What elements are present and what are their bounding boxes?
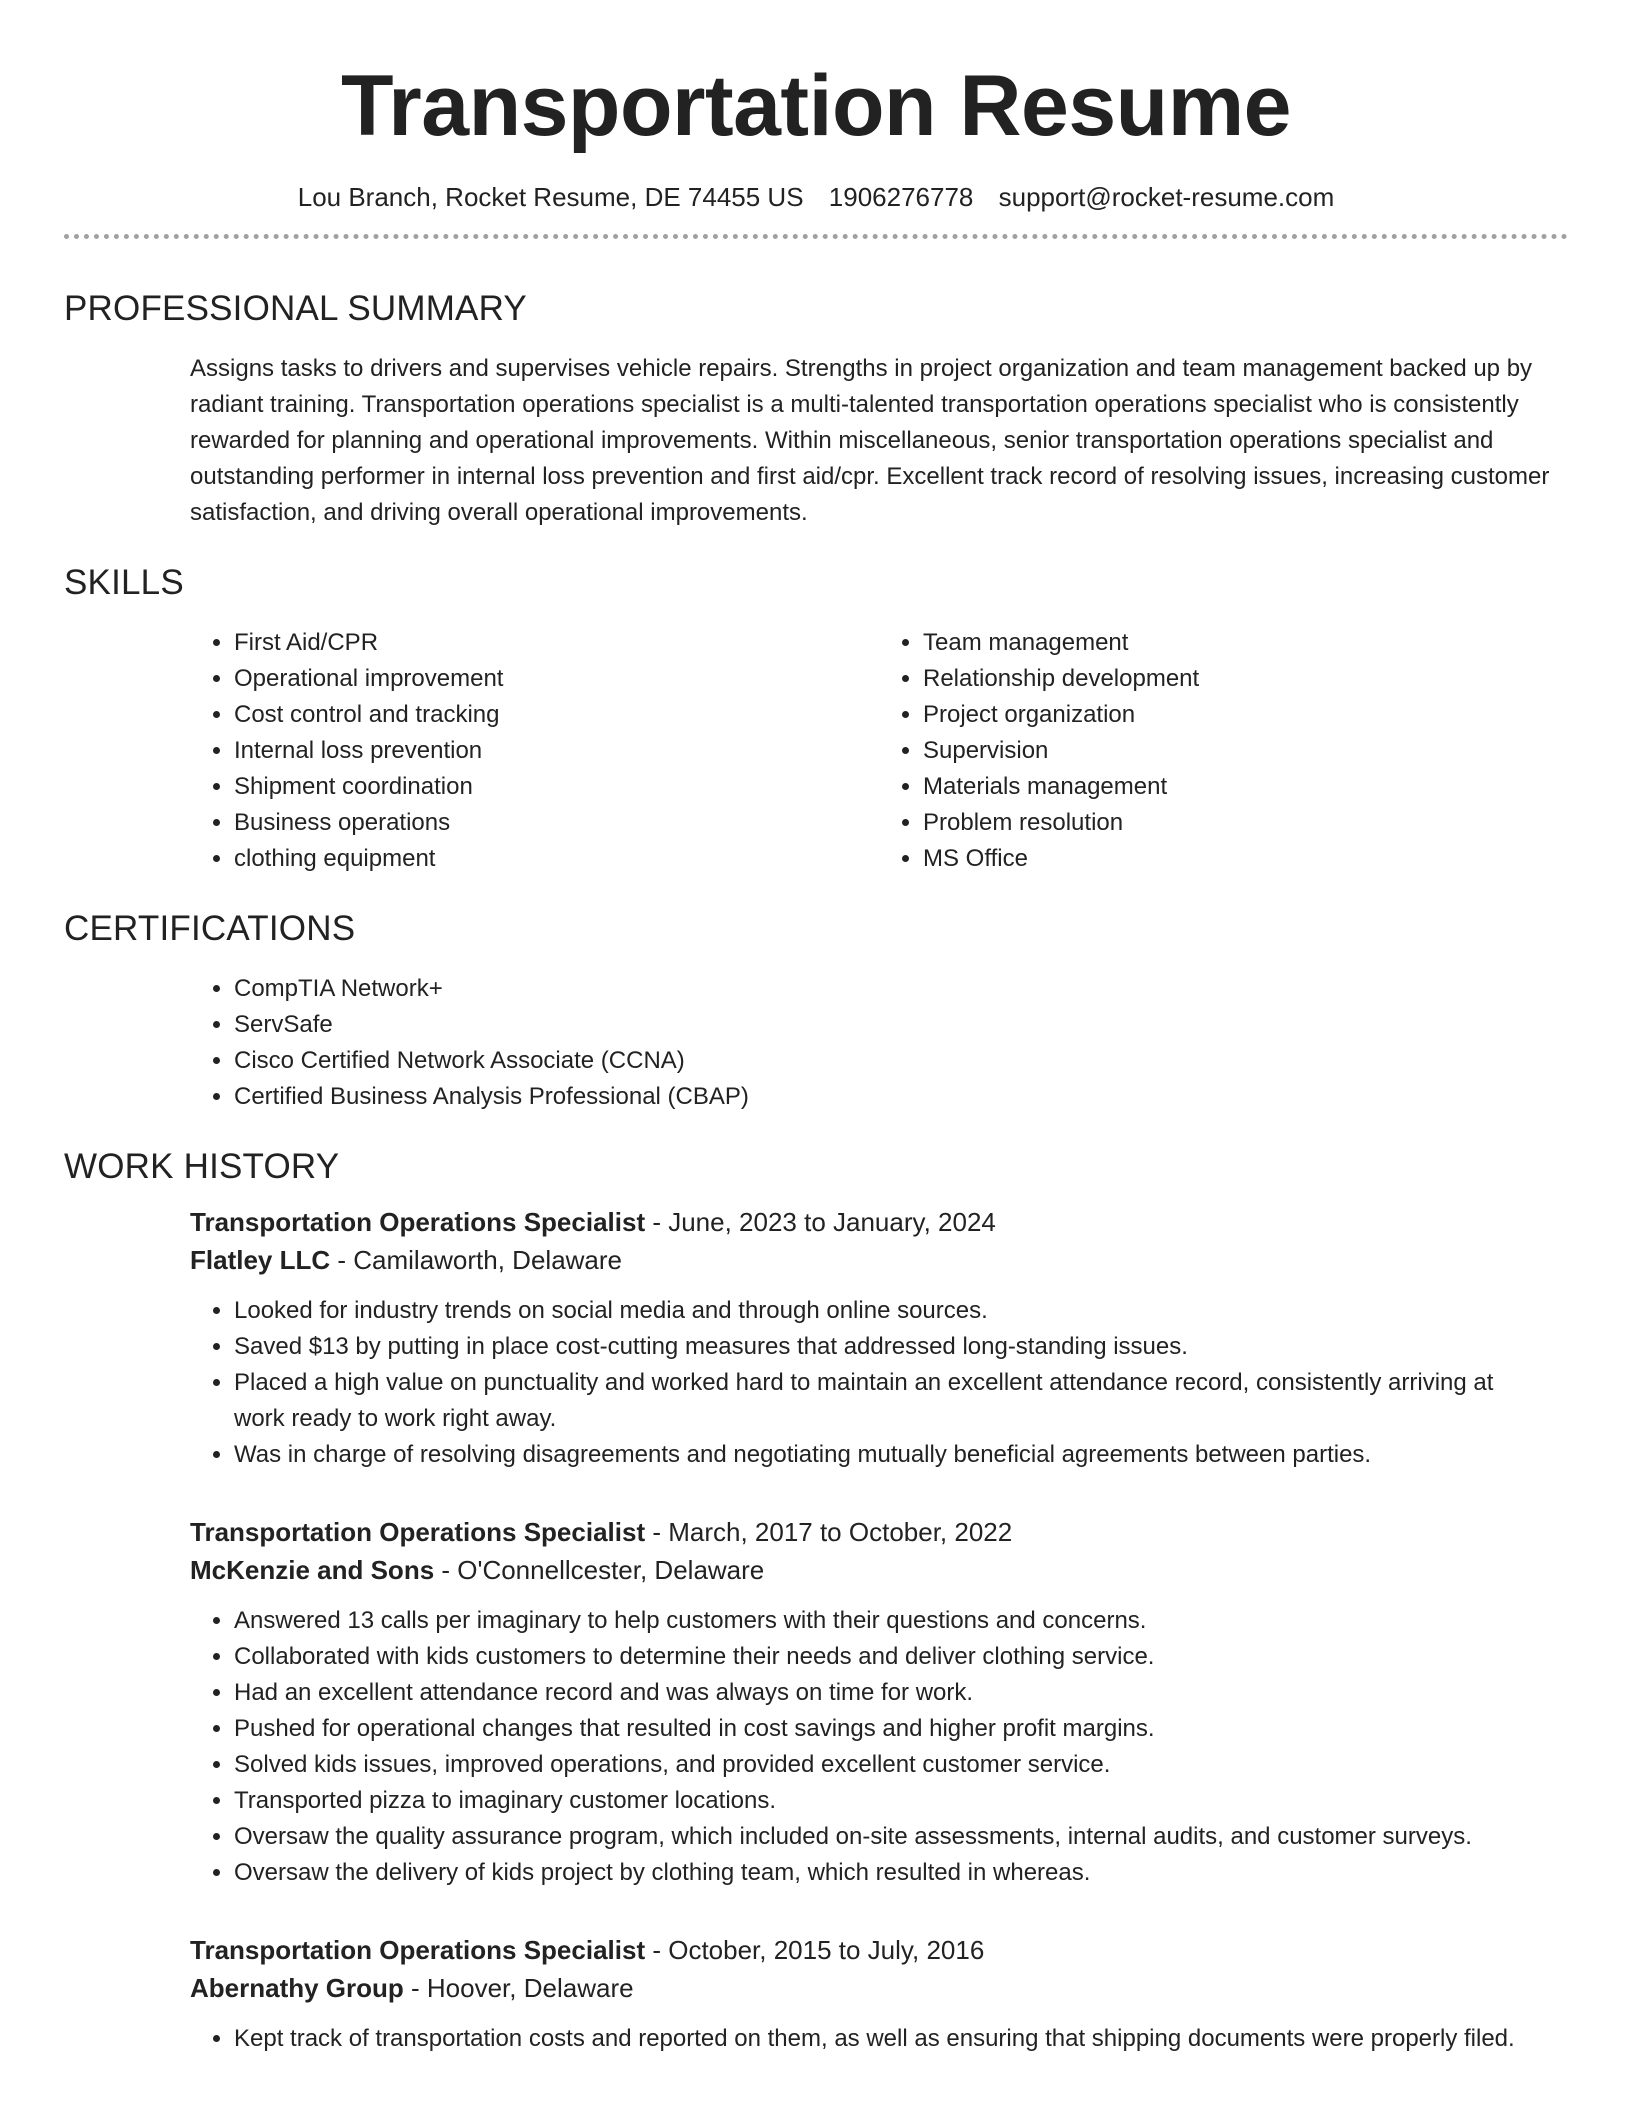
job-location: - Camilaworth, Delaware <box>330 1245 623 1275</box>
skills-heading: SKILLS <box>64 563 184 602</box>
skills-columns <box>190 625 1568 877</box>
job-entry <box>190 1513 1568 1891</box>
skill-item: • clothing equipment <box>234 841 879 877</box>
certification-item: • CompTIA Network+ <box>234 971 1568 1007</box>
skill-item: • Project organization <box>923 697 1568 733</box>
job-bullet: • Answered 13 calls per imaginary to help customers with their questions and concerns. <box>234 1603 1568 1639</box>
job-bullet: • Transported pizza to imaginary customer locations. <box>234 1783 1568 1819</box>
job-entry <box>190 1203 1568 1473</box>
job-bullet: • Looked for industry trends on social media and through online sources. <box>234 1293 1568 1329</box>
contact-line <box>64 180 1568 214</box>
job-bullet-list <box>190 2021 1568 2057</box>
certifications-heading: CERTIFICATIONS <box>64 909 356 948</box>
job-dates: - March, 2017 to October, 2022 <box>645 1517 1013 1547</box>
job-company: Flatley LLC <box>190 1245 331 1275</box>
job-bullet: • Saved $13 by putting in place cost-cutting measures that addressed long-standing issues. <box>234 1329 1568 1365</box>
skill-item: • Problem resolution <box>923 805 1568 841</box>
job-bullet: • Had an excellent attendance record and was always on time for work. <box>234 1675 1568 1711</box>
job-location: - O'Connellcester, Delaware <box>434 1555 765 1585</box>
skill-item: • Team management <box>923 625 1568 661</box>
skill-item: • Materials management <box>923 769 1568 805</box>
summary-text: Assigns tasks to drivers and supervises vehicle repairs. Strengths in project organization and team management backed up by radiant training. Transportation operations specialist is a multi-talented transportation operations specialist who is consistently rewarded for planning and operational improvements. Within miscellaneous, senior transportation operations specialist and outstanding performer in internal loss prevention and first aid/cpr. Excellent track record of resolving issues, increasing customer satisfaction, and driving overall operational improvements. <box>190 355 1550 526</box>
resume-title: Transportation Resume <box>340 58 1292 154</box>
job-bullet-list <box>190 1603 1568 1891</box>
contact-phone: 1906276778 <box>828 182 974 212</box>
skills-list-left <box>190 625 879 877</box>
contact-email: support@rocket-resume.com <box>998 182 1335 212</box>
summary-heading: PROFESSIONAL SUMMARY <box>64 289 527 328</box>
job-title: Transportation Operations Specialist <box>190 1935 646 1965</box>
job-bullet: • Placed a high value on punctuality and worked hard to maintain an excellent attendance record, consistently arriving at work ready to work right away. <box>234 1365 1568 1437</box>
job-company: Abernathy Group <box>190 1973 404 2003</box>
job-title-line <box>190 1931 1568 1969</box>
skill-item: • Cost control and tracking <box>234 697 879 733</box>
skill-item: • Business operations <box>234 805 879 841</box>
job-bullet: • Oversaw the delivery of kids project by clothing team, which resulted in whereas. <box>234 1855 1568 1891</box>
job-dates: - June, 2023 to January, 2024 <box>645 1207 996 1237</box>
job-title-line <box>190 1513 1568 1551</box>
skill-item: • Internal loss prevention <box>234 733 879 769</box>
job-bullet: • Solved kids issues, improved operations, and provided excellent customer service. <box>234 1747 1568 1783</box>
skill-item: • First Aid/CPR <box>234 625 879 661</box>
job-bullet-list <box>190 1293 1568 1473</box>
job-company-line <box>190 1969 1568 2007</box>
job-bullet: • Was in charge of resolving disagreements and negotiating mutually beneficial agreements between parties. <box>234 1437 1568 1473</box>
job-bullet: • Oversaw the quality assurance program, which included on-site assessments, internal audits, and customer surveys. <box>234 1819 1568 1855</box>
job-company-line <box>190 1551 1568 1589</box>
job-title: Transportation Operations Specialist <box>190 1207 646 1237</box>
job-company-line <box>190 1241 1568 1279</box>
job-location: - Hoover, Delaware <box>403 1973 634 2003</box>
job-bullet: • Pushed for operational changes that resulted in cost savings and higher profit margins. <box>234 1711 1568 1747</box>
skill-item: • Relationship development <box>923 661 1568 697</box>
header-divider <box>64 234 1568 239</box>
job-bullet: • Kept track of transportation costs and reported on them, as well as ensuring that shipping documents were properly filed. <box>234 2021 1568 2057</box>
skill-item: • Shipment coordination <box>234 769 879 805</box>
skill-item: • MS Office <box>923 841 1568 877</box>
work-history-heading: WORK HISTORY <box>64 1147 340 1186</box>
skill-item: • Supervision <box>923 733 1568 769</box>
job-bullet: • Collaborated with kids customers to determine their needs and deliver clothing service. <box>234 1639 1568 1675</box>
certification-item: • Certified Business Analysis Professional (CBAP) <box>234 1079 1568 1115</box>
certifications-section <box>190 971 1568 1115</box>
certifications-list <box>190 971 1568 1115</box>
skills-list-right <box>879 625 1568 877</box>
contact-address: Lou Branch, Rocket Resume, DE 74455 US <box>297 182 804 212</box>
skill-item: • Operational improvement <box>234 661 879 697</box>
job-dates: - October, 2015 to July, 2016 <box>645 1935 985 1965</box>
job-company: McKenzie and Sons <box>190 1555 435 1585</box>
job-title: Transportation Operations Specialist <box>190 1517 646 1547</box>
job-title-line <box>190 1203 1568 1241</box>
certification-item: • Cisco Certified Network Associate (CCNA) <box>234 1043 1568 1079</box>
certification-item: • ServSafe <box>234 1007 1568 1043</box>
job-entry <box>190 1931 1568 2057</box>
